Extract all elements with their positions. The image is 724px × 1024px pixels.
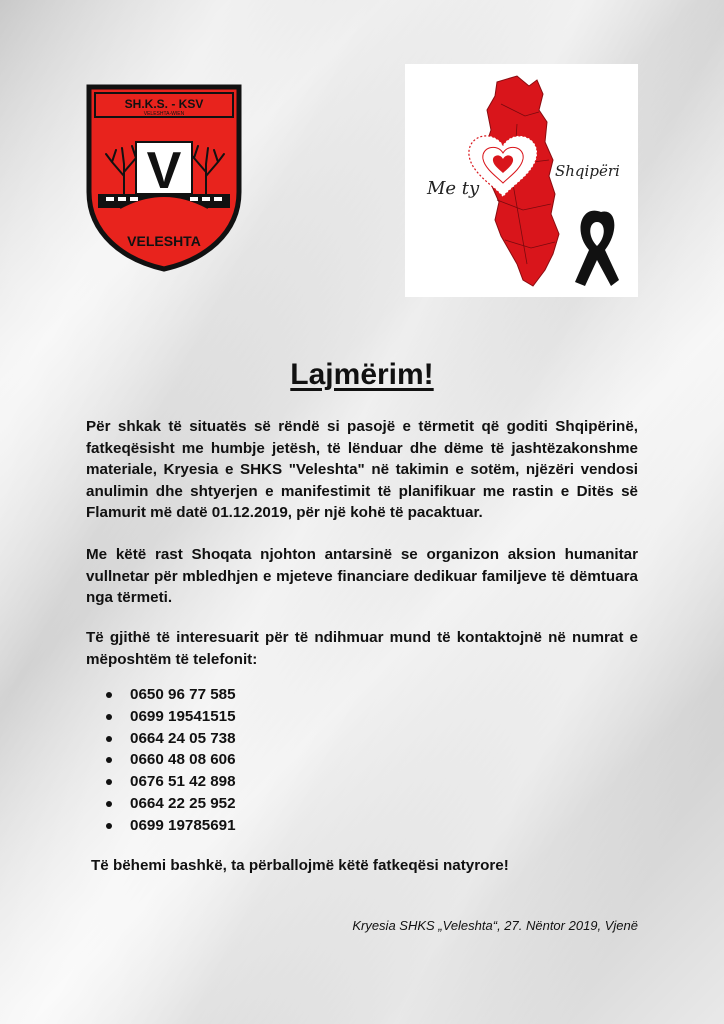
phone-number: 0664 24 05 738 bbox=[106, 728, 236, 750]
svg-text:SH.K.S. - KSV: SH.K.S. - KSV bbox=[124, 97, 204, 111]
phone-number: 0650 96 77 585 bbox=[106, 684, 236, 706]
phone-number: 0699 19785691 bbox=[106, 815, 236, 837]
phone-number: 0660 48 08 606 bbox=[106, 749, 236, 771]
svg-text:VELESHTA: VELESHTA bbox=[127, 233, 201, 249]
svg-text:VELESHTA-WIEN: VELESHTA-WIEN bbox=[143, 111, 185, 117]
humanitarian-paragraph: Me këtë rast Shoqata njohton antarsinë se organizon aksion humanitar vullnetar për mbledhjen e mjeteve financiare dedikuar familjeve të dëmtuara nga tërmeti. bbox=[86, 546, 638, 606]
phone-number: 0699 19541515 bbox=[106, 706, 236, 728]
svg-text:Me ty: Me ty bbox=[427, 178, 480, 199]
club-crest-logo bbox=[86, 84, 242, 272]
phone-list bbox=[106, 684, 236, 837]
svg-text:V: V bbox=[146, 142, 182, 200]
svg-text:Shqipëri: Shqipëri bbox=[555, 162, 620, 180]
contact-paragraph: Të gjithë të interesuarit për të ndihmuar mund të kontaktojnë në numrat e mëposhtëm të telefonit: bbox=[86, 629, 638, 668]
closing-line: Të bëhemi bashkë, ta përballojmë këtë fatkeqësi natyrore! bbox=[91, 857, 509, 874]
signature: Kryesia SHKS „Veleshta“, 27. Nëntor 2019, Vjenë bbox=[352, 918, 638, 933]
announcement-paragraph: Për shkak të situatës së rëndë si pasojë e tërmetit që goditi Shqipërinë, fatkeqësisht me humbje jetësh, të lënduar dhe dëme të jashtëzakonshme materiale, Kryesia e SHKS "Veleshta" në takimin e sotëm, njëzëri vendosi anulimin dhe shtyerjen e manifestimit të planifikuar me rastin e Ditës së Flamurit më datë 01.12.2019, për një kohë të pacaktuar. bbox=[86, 418, 638, 521]
mourning-ribbon-icon bbox=[575, 211, 619, 286]
albania-map-image bbox=[405, 64, 638, 297]
phone-number: 0664 22 25 952 bbox=[106, 793, 236, 815]
page-title: Lajmërim! bbox=[290, 358, 434, 392]
phone-number: 0676 51 42 898 bbox=[106, 771, 236, 793]
